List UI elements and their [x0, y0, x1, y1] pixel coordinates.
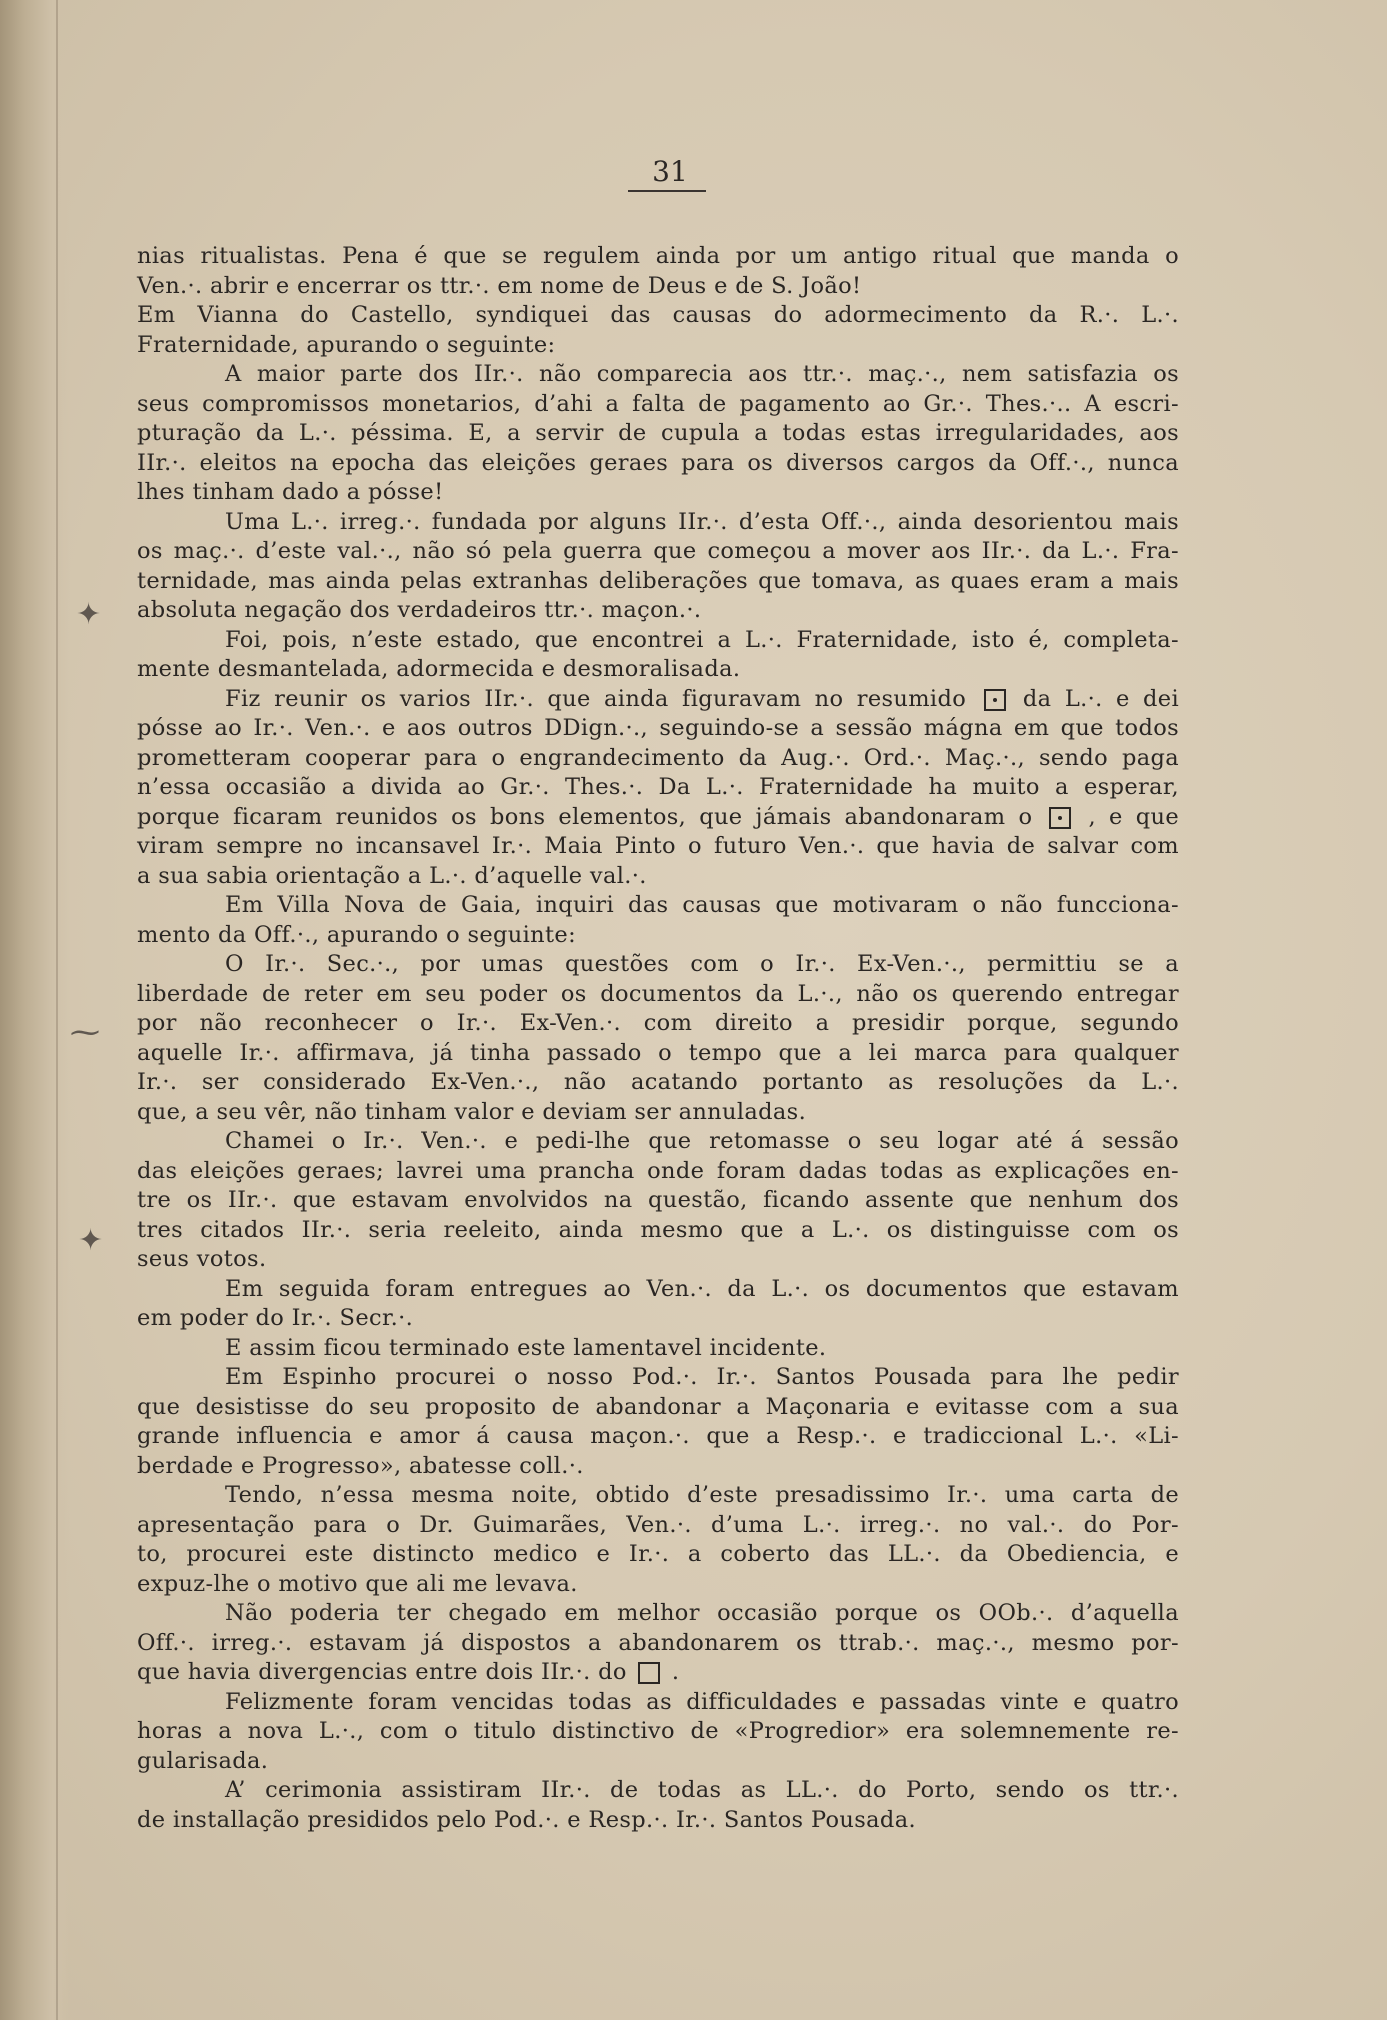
text-line: viram sempre no incansavel Ir.·. Maia Pinto o futuro Ven.·. que havia de salvar com — [137, 833, 1179, 859]
text-line: Tendo, n’essa mesma noite, obtido d’este presadissimo Ir.·. uma carta de — [225, 1482, 1179, 1508]
text-line: Ven.·. abrir e encerrar os ttr.·. em nome de Deus e de S. João! — [137, 272, 862, 299]
text-line-segment: . — [671, 1659, 680, 1685]
text-line: Em Villa Nova de Gaia, inquiri das causas que motivaram o não funcciona- — [225, 892, 1179, 918]
text-line: em poder do Ir.·. Secr.·. — [137, 1305, 414, 1331]
marginal-mark-icon: ⁓ — [70, 1015, 100, 1050]
text-line — [137, 1658, 1179, 1688]
text-line: horas a nova L.·., com o titulo distinctivo de «Progredior» era solemnemente re- — [137, 1718, 1179, 1744]
page-number: 31 — [652, 155, 688, 188]
text-line: Em Espinho procurei o nosso Pod.·. Ir.·. Santos Pousada para lhe pedir — [225, 1364, 1179, 1390]
text-line: to, procurei este distincto medico e Ir.·. a coberto das LL.·. da Obediencia, e — [137, 1541, 1179, 1567]
text-line: nias ritualistas. Pena é que se regulem ainda por um antigo ritual que manda o — [137, 243, 1179, 269]
text-line-segment: que havia divergencias entre dois IIr.·. do — [137, 1659, 627, 1685]
text-line-segment: , e que — [1088, 803, 1179, 830]
text-line: aquelle Ir.·. affirmava, já tinha passado o tempo que a lei marca para qualquer — [137, 1039, 1179, 1066]
body-text — [137, 242, 1179, 1835]
text-line: O Ir.·. Sec.·., por umas questões com o Ir.·. Ex-Ven.·., permittiu se a — [225, 951, 1179, 977]
text-line: liberdade de reter em seu poder os documentos da L.·., não os querendo entregar — [137, 980, 1179, 1007]
text-line: que desistisse do seu proposito de abandonar a Maçonaria e evitasse com a sua — [137, 1393, 1179, 1420]
text-line: IIr.·. eleitos na epocha das eleições geraes para os diversos cargos da Off.·., nunca — [137, 449, 1179, 476]
lodge-square-symbol-icon — [984, 689, 1006, 711]
binding-edge-line — [56, 0, 58, 2020]
text-line: expuz-lhe o motivo que ali me levava. — [137, 1570, 578, 1597]
text-line: A maior parte dos IIr.·. não comparecia aos ttr.·. maç.·., nem satisfazia os — [225, 361, 1179, 387]
text-line — [137, 685, 1179, 715]
text-line: n’essa occasião a divida ao Gr.·. Thes.·. Da L.·. Fraternidade ha muito a esperar, — [137, 774, 1179, 800]
text-line-segment: da L.·. e dei — [1022, 685, 1179, 712]
text-line: lhes tinham dado a pósse! — [137, 479, 444, 505]
text-line: berdade e Progresso», abatesse coll.·. — [137, 1452, 584, 1479]
marginal-mark-icon: ✦ — [78, 1223, 104, 1258]
text-line: absoluta negação dos verdadeiros ttr.·. maçon.·. — [137, 597, 702, 623]
text-line: seus compromissos monetarios, d’ahi a falta de pagamento ao Gr.·. Thes.·.. A escri- — [137, 390, 1179, 417]
text-line: Uma L.·. irreg.·. fundada por alguns IIr.·. d’esta Off.·., ainda desorientou mais — [225, 508, 1179, 535]
text-line: tre os IIr.·. que estavam envolvidos na questão, ficando assente que nenhum dos — [137, 1187, 1179, 1213]
book-binding-shadow — [0, 0, 70, 2020]
text-line: os maç.·. d’este val.·., não só pela guerra que começou a mover aos IIr.·. da L.·. Fra- — [137, 538, 1179, 564]
text-line: Não poderia ter chegado em melhor occasião porque os OOb.·. d’aquella — [225, 1600, 1179, 1626]
text-line: prometteram cooperar para o engrandecimento da Aug.·. Ord.·. Maç.·., sendo paga — [137, 744, 1179, 771]
text-line: mente desmantelada, adormecida e desmoralisada. — [137, 656, 741, 682]
text-line: Felizmente foram vencidas todas as difficuldades e passadas vinte e quatro — [225, 1688, 1179, 1715]
text-line: ternidade, mas ainda pelas extranhas deliberações que tomava, as quaes eram a mais — [137, 567, 1179, 594]
lodge-square-symbol-icon — [638, 1662, 660, 1684]
text-line: pósse ao Ir.·. Ven.·. e aos outros DDign.·., seguindo-se a sessão mágna em que todos — [137, 715, 1179, 741]
text-line: Off.·. irreg.·. estavam já dispostos a abandonarem os ttrab.·. maç.·., mesmo por- — [137, 1629, 1179, 1656]
text-line: pturação da L.·. péssima. E, a servir de cupula a todas estas irregularidades, aos — [137, 420, 1179, 446]
text-line: Em seguida foram entregues ao Ven.·. da L.·. os documentos que estavam — [225, 1275, 1179, 1302]
text-line-segment: Fiz reunir os varios IIr.·. que ainda figuravam no resumido — [225, 685, 967, 712]
text-line: seus votos. — [137, 1246, 267, 1272]
text-line: A’ cerimonia assistiram IIr.·. de todas as LL.·. do Porto, sendo os ttr.·. — [225, 1777, 1179, 1803]
text-line: Ir.·. ser considerado Ex-Ven.·., não acatando portanto as resoluções da L.·. — [137, 1069, 1179, 1095]
text-line: Foi, pois, n’este estado, que encontrei a L.·. Fraternidade, isto é, completa- — [225, 626, 1179, 653]
lodge-square-symbol-icon — [1049, 807, 1071, 829]
text-line — [137, 803, 1179, 833]
text-line: Em Vianna do Castello, syndiquei das causas do adormecimento da R.·. L.·. — [137, 302, 1179, 328]
text-line: de installação presididos pelo Pod.·. e Resp.·. Ir.·. Santos Pousada. — [137, 1806, 916, 1833]
marginal-mark-icon: ✦ — [76, 597, 102, 632]
page-number-rule — [628, 190, 706, 192]
text-line: mento da Off.·., apurando o seguinte: — [137, 921, 577, 948]
text-line: a sua sabia orientação a L.·. d’aquelle val.·. — [137, 862, 647, 889]
text-line: Chamei o Ir.·. Ven.·. e pedi-lhe que retomasse o seu logar até á sessão — [225, 1128, 1179, 1154]
text-line-segment: porque ficaram reunidos os bons elementos, que jámais abandonaram o — [137, 803, 1033, 830]
text-line: E assim ficou terminado este lamentavel incidente. — [225, 1334, 827, 1361]
text-line: gularisada. — [137, 1747, 269, 1774]
text-line: por não reconhecer o Ir.·. Ex-Ven.·. com direito a presidir porque, segundo — [137, 1010, 1179, 1036]
text-line: apresentação para o Dr. Guimarães, Ven.·. d’uma L.·. irreg.·. no val.·. do Por- — [137, 1511, 1179, 1538]
text-line: das eleições geraes; lavrei uma prancha onde foram dadas todas as explicações en- — [137, 1157, 1179, 1184]
text-line: grande influencia e amor á causa maçon.·. que a Resp.·. e tradiccional L.·. «Li- — [137, 1423, 1179, 1449]
text-line: tres citados IIr.·. seria reeleito, ainda mesmo que a L.·. os distinguisse com os — [137, 1216, 1179, 1243]
text-line: que, a seu vêr, não tinham valor e deviam ser annuladas. — [137, 1098, 807, 1125]
text-line: Fraternidade, apurando o seguinte: — [137, 331, 556, 358]
